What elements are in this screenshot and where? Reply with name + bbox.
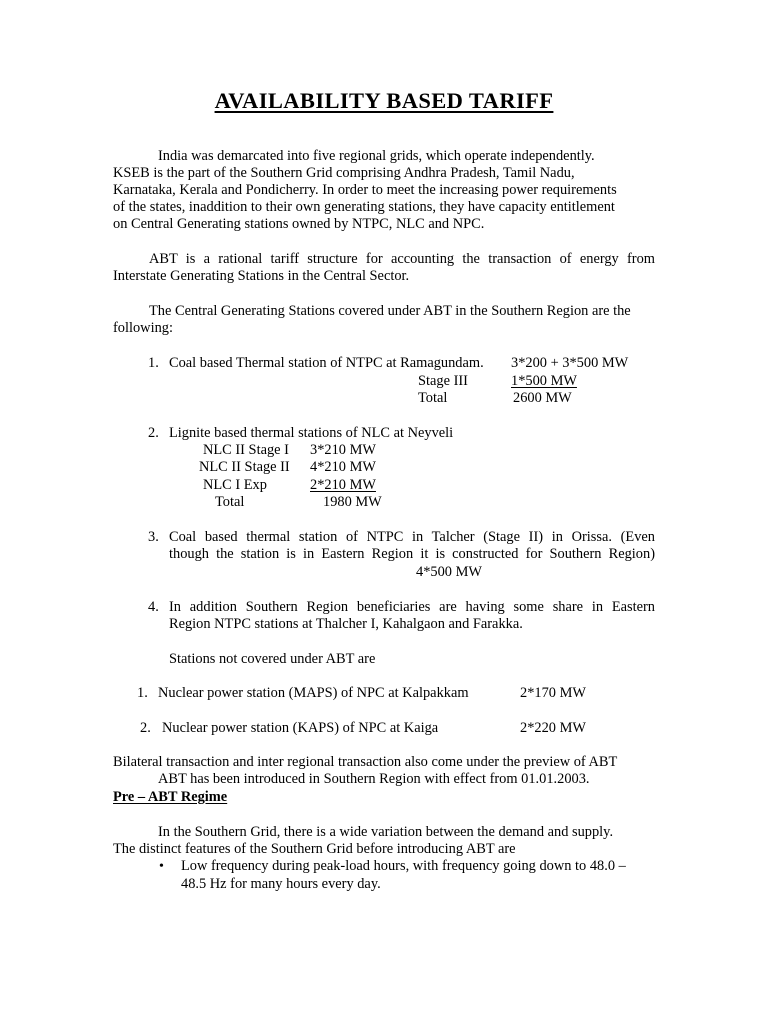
item-1-stage-label: Stage III (418, 373, 468, 389)
item-2-row-value: 2*210 MW (310, 477, 376, 493)
bilateral-line-2: ABT has been introduced in Southern Region with effect from 01.01.2003. (158, 771, 590, 787)
item-1-total-value: 2600 MW (513, 390, 572, 406)
item-3-capacity: 4*500 MW (416, 564, 482, 580)
item-3-line-2: though the station is in Eastern Region it is constructed for Southern Region) (169, 546, 655, 562)
not-covered-heading: Stations not covered under ABT are (169, 651, 376, 667)
not-covered-item-value: 2*220 MW (520, 720, 586, 736)
item-1-stage-value: 1*500 MW (511, 373, 577, 389)
item-4-line-1: In addition Southern Region beneficiaries are having some share in Eastern (169, 599, 655, 615)
pre-abt-heading: Pre – ABT Regime (113, 789, 228, 805)
abt-definition-line-1: ABT is a rational tariff structure for accounting the transaction of energy from (149, 251, 655, 267)
item-1-total-label: Total (418, 390, 448, 406)
bullet-1-line-2: 48.5 Hz for many hours every day. (181, 876, 381, 892)
item-2-number: 2. (148, 425, 159, 441)
intro-line-3: Karnataka, Kerala and Pondicherry. In order to meet the increasing power requirements (113, 182, 617, 198)
intro-line-4: of the states, inaddition to their own generating stations, they have capacity entitlement (113, 199, 615, 215)
bullet-1-line-1: Low frequency during peak-load hours, with frequency going down to 48.0 – (181, 858, 626, 874)
item-2-row-label: NLC II Stage II (199, 459, 290, 475)
page-title: AVAILABILITY BASED TARIFF (214, 88, 554, 113)
not-covered-item-number: 1. (137, 685, 148, 701)
intro-line-5: on Central Generating stations owned by NTPC, NLC and NPC. (113, 216, 485, 232)
covered-intro-line-2: following: (113, 320, 173, 336)
not-covered-item-text: Nuclear power station (MAPS) of NPC at Kalpakkam (158, 685, 469, 701)
bilateral-line-1: Bilateral transaction and inter regional transaction also come under the preview of ABT (113, 754, 618, 770)
abt-definition-line-2: Interstate Generating Stations in the Central Sector. (113, 268, 410, 284)
item-3-number: 3. (148, 529, 159, 545)
item-4-number: 4. (148, 599, 159, 615)
item-2-row-value: 3*210 MW (310, 442, 376, 458)
item-2-row-label: NLC II Stage I (203, 442, 289, 458)
item-2-text: Lignite based thermal stations of NLC at Neyveli (169, 425, 454, 441)
covered-intro-line-1: The Central Generating Stations covered under ABT in the Southern Region are the (149, 303, 631, 319)
item-1-text: Coal based Thermal station of NTPC at Ramagundam. (169, 355, 484, 371)
not-covered-item-number: 2. (140, 720, 151, 736)
item-1-number: 1. (148, 355, 159, 371)
pre-abt-line-2: The distinct features of the Southern Grid before introducing ABT are (113, 841, 516, 857)
item-3-line-1: Coal based thermal station of NTPC in Talcher (Stage II) in Orissa. (Even (169, 529, 655, 545)
intro-line-1: India was demarcated into five regional grids, which operate independently. (158, 148, 595, 164)
pre-abt-line-1: In the Southern Grid, there is a wide variation between the demand and supply. (158, 824, 614, 840)
item-4-line-2: Region NTPC stations at Thalcher I, Kahalgaon and Farakka. (169, 616, 523, 632)
not-covered-item-value: 2*170 MW (520, 685, 586, 701)
item-2-total-label: Total (215, 494, 245, 510)
item-2-total-value: 1980 MW (323, 494, 382, 510)
item-2-row-value: 4*210 MW (310, 459, 376, 475)
item-2-row-label: NLC I Exp (203, 477, 267, 493)
intro-line-2: KSEB is the part of the Southern Grid comprising Andhra Pradesh, Tamil Nadu, (113, 165, 575, 181)
bullet-icon: • (159, 859, 164, 874)
item-1-capacity: 3*200 + 3*500 MW (511, 355, 629, 371)
not-covered-item-text: Nuclear power station (KAPS) of NPC at Kaiga (162, 720, 439, 736)
